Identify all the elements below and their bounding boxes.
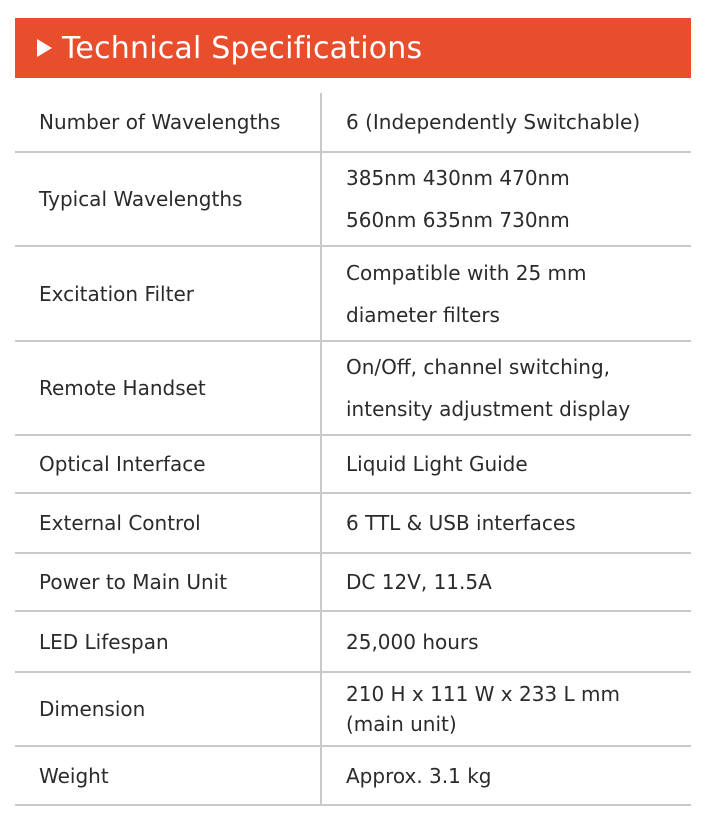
play-triangle-icon xyxy=(37,39,52,57)
section-header xyxy=(15,18,691,78)
spec-value: On/Off, channel switching, intensity adjustment display xyxy=(346,355,631,421)
spec-value: 210 H x 111 W x 233 L mm (main unit) xyxy=(346,682,620,736)
spec-value: 385nm 430nm 470nm 560nm 635nm 730nm xyxy=(346,166,570,232)
spec-row-power-to-main-unit xyxy=(15,554,691,612)
spec-value: 6 (Independently Switchable) xyxy=(346,110,641,134)
spec-label: Number of Wavelengths xyxy=(39,110,281,134)
spec-row-external-control xyxy=(15,494,691,554)
spec-label: Power to Main Unit xyxy=(39,570,228,594)
spec-row-weight xyxy=(15,747,691,806)
section-title: Technical Specifications xyxy=(62,30,423,66)
spec-row-dimension xyxy=(15,673,691,747)
spec-value: 25,000 hours xyxy=(346,629,479,654)
spec-label: External Control xyxy=(39,511,201,535)
spec-label: Optical Interface xyxy=(39,452,206,476)
spec-value: 6 TTL & USB interfaces xyxy=(346,511,576,535)
spec-label: Weight xyxy=(39,763,109,788)
spec-row-excitation-filter xyxy=(15,247,691,342)
spec-row-optical-interface xyxy=(15,436,691,494)
spec-label: Remote Handset xyxy=(39,376,206,400)
spec-row-typical-wavelengths xyxy=(15,153,691,247)
spec-value: Liquid Light Guide xyxy=(346,452,528,476)
spec-value: Approx. 3.1 kg xyxy=(346,763,492,788)
spec-row-led-lifespan xyxy=(15,612,691,673)
spec-value: Compatible with 25 mm diameter filters xyxy=(346,260,587,327)
spec-row-remote-handset xyxy=(15,342,691,436)
spec-label: Dimension xyxy=(39,697,146,721)
spec-label: Excitation Filter xyxy=(39,281,194,306)
spec-row-number-of-wavelengths xyxy=(15,93,691,153)
spec-label: Typical Wavelengths xyxy=(39,187,243,211)
spec-value: DC 12V, 11.5A xyxy=(346,570,492,594)
spec-label: LED Lifespan xyxy=(39,629,169,654)
